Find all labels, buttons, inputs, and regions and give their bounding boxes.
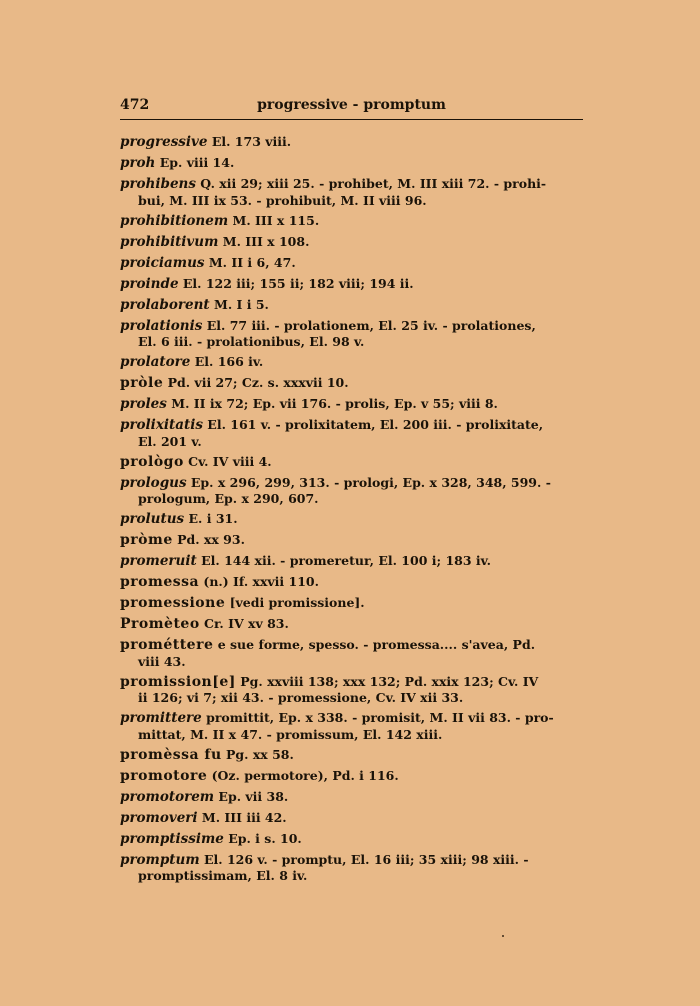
dictionary-entry bbox=[120, 255, 583, 272]
running-head: progressive - promptum bbox=[257, 97, 446, 113]
page-number: 472 bbox=[120, 97, 150, 113]
entry-citation-line: El. 173 viii. bbox=[207, 134, 292, 149]
entry-citation-line: e sue forme, spesso. - promessa.... s'avea, Pd. bbox=[213, 637, 536, 652]
dictionary-entry bbox=[120, 396, 583, 413]
entry-headword: prolationis bbox=[120, 317, 203, 334]
entry-citation-line: El. 122 iii; 155 ii; 182 viii; 194 ii. bbox=[178, 275, 414, 291]
entry-headword: promessione bbox=[120, 595, 226, 611]
entry-headword: promptissime bbox=[120, 830, 224, 847]
page-header bbox=[120, 97, 583, 119]
entry-citation-line: viii 43. bbox=[138, 653, 186, 669]
entry-headword: promittere bbox=[120, 710, 202, 726]
entry-citation-line: [vedi promissione]. bbox=[225, 595, 365, 610]
dictionary-entry bbox=[120, 747, 583, 764]
entry-citation-line: El. 201 v. bbox=[138, 433, 202, 449]
dictionary-entry bbox=[120, 810, 583, 827]
entry-headword: proinde bbox=[120, 275, 179, 292]
entry-citation-line: Q. xii 29; xiii 25. - prohibet, M. III xiii 72. - prohi- bbox=[195, 176, 547, 191]
dictionary-entry bbox=[120, 553, 583, 570]
entry-headword: prolaborent bbox=[120, 296, 210, 313]
entry-headword: prològo bbox=[120, 453, 184, 470]
entry-citation-line: Ep. i s. 10. bbox=[223, 830, 302, 846]
entry-citation-line: Pg. xx 58. bbox=[221, 746, 294, 762]
entry-citation-line: El. 161 v. - prolixitatem, El. 200 iii. - prolixitate, bbox=[202, 417, 544, 432]
entry-headword: prolutus bbox=[120, 511, 185, 527]
entry-headword: Promèteo bbox=[120, 616, 200, 632]
header-rule bbox=[120, 119, 583, 120]
entry-headword: prohibitionem bbox=[120, 212, 229, 229]
dictionary-entry bbox=[120, 134, 583, 151]
dictionary-entry bbox=[120, 155, 583, 172]
entry-headword: progressive bbox=[120, 134, 208, 150]
entry-headword: promoveri bbox=[120, 809, 198, 826]
entry-headword: pròme bbox=[120, 532, 173, 548]
entry-citation-line: Pd. vii 27; Cz. s. xxxvii 10. bbox=[163, 375, 349, 390]
dictionary-entry bbox=[120, 789, 583, 806]
entry-citation-line: ii 126; vi 7; xii 43. - promessione, Cv. IV xii 33. bbox=[138, 690, 464, 705]
entry-headword: prologus bbox=[120, 474, 187, 491]
dictionary-entry bbox=[120, 297, 583, 314]
dictionary-entry bbox=[120, 454, 583, 471]
dictionary-entry bbox=[120, 213, 583, 230]
entry-citation-line: (n.) If. xxvii 110. bbox=[199, 574, 319, 589]
entry-citation-line: El. 144 xii. - promeretur, El. 100 i; 183 iv. bbox=[196, 553, 492, 568]
entry-citation-line: El. 166 iv. bbox=[190, 354, 264, 369]
entry-headword: promptum bbox=[120, 851, 200, 868]
dictionary-entry bbox=[120, 276, 583, 293]
dictionary-entry bbox=[120, 532, 583, 549]
entry-headword: proiciamus bbox=[120, 254, 205, 271]
entry-citation-line: Ep. viii 14. bbox=[155, 155, 235, 170]
entry-list bbox=[120, 134, 583, 884]
entry-headword: pròle bbox=[120, 375, 164, 391]
entry-citation-line: (Oz. permotore), Pd. i 116. bbox=[207, 767, 399, 783]
entry-headword: prohibens bbox=[120, 176, 196, 192]
dictionary-entry bbox=[120, 595, 583, 612]
entry-headword: prolixitatis bbox=[120, 417, 203, 433]
dictionary-entry bbox=[120, 511, 583, 528]
entry-headword: promèssa fu bbox=[120, 746, 222, 763]
dictionary-entry bbox=[120, 475, 583, 507]
entry-citation-line: M. II i 6, 47. bbox=[204, 254, 296, 270]
entry-citation-line: El. 126 v. - promptu, El. 16 iii; 35 xiii; 98 xiii. - bbox=[199, 851, 529, 867]
entry-citation-line: promittit, Ep. x 338. - promisit, M. II vii 83. - pro- bbox=[201, 710, 554, 725]
entry-citation-line: promptissimam, El. 8 iv. bbox=[138, 868, 308, 883]
dictionary-entry bbox=[120, 234, 583, 251]
entry-headword: promotore bbox=[120, 767, 208, 784]
dictionary-entry bbox=[120, 318, 583, 350]
entry-citation-line: Cv. IV viii 4. bbox=[183, 453, 272, 469]
entry-headword: promission[e] bbox=[120, 673, 236, 690]
entry-citation-line: prologum, Ep. x 290, 607. bbox=[138, 491, 319, 506]
dictionary-entry bbox=[120, 574, 583, 591]
entry-citation-line: Ep. vii 38. bbox=[214, 788, 289, 804]
dictionary-entry bbox=[120, 176, 583, 208]
dictionary-entry bbox=[120, 768, 583, 785]
dictionary-entry bbox=[120, 637, 583, 669]
entry-headword: prolatore bbox=[120, 354, 191, 370]
entry-headword: prohibitivum bbox=[120, 233, 219, 250]
dictionary-entry bbox=[120, 831, 583, 848]
entry-citation-line: M. III x 115. bbox=[228, 212, 320, 228]
entry-headword: promessa bbox=[120, 574, 200, 590]
dictionary-entry bbox=[120, 852, 583, 884]
dictionary-entry bbox=[120, 417, 583, 449]
entry-headword: prométtere bbox=[120, 637, 214, 653]
dictionary-entry bbox=[120, 710, 583, 742]
entry-headword: promeruit bbox=[120, 553, 197, 569]
entry-citation-line: mittat, M. II x 47. - promissum, El. 142 xiii. bbox=[138, 726, 443, 742]
dictionary-entry bbox=[120, 616, 583, 633]
entry-citation-line: Pg. xxviii 138; xxx 132; Pd. xxix 123; Cv. IV bbox=[235, 673, 539, 689]
entry-headword: promotorem bbox=[120, 788, 215, 805]
dictionary-entry bbox=[120, 375, 583, 392]
entry-headword: proles bbox=[120, 396, 167, 412]
paper-speck bbox=[502, 935, 504, 937]
entry-citation-line: M. III x 108. bbox=[218, 233, 310, 249]
entry-citation-line: Cr. IV xv 83. bbox=[199, 616, 289, 631]
entry-citation-line: bui, M. III ix 53. - prohibuit, M. II viii 96. bbox=[138, 192, 427, 208]
entry-citation-line: El. 6 iii. - prolationibus, El. 98 v. bbox=[138, 334, 365, 349]
entry-citation-line: M. II ix 72; Ep. vii 176. - prolis, Ep. v 55; viii 8. bbox=[166, 396, 498, 411]
entry-headword: proh bbox=[120, 155, 156, 171]
dictionary-page bbox=[120, 97, 583, 888]
entry-citation-line: M. III iii 42. bbox=[197, 809, 287, 825]
entry-citation-line: El. 77 iii. - prolationem, El. 25 iv. - prolationes, bbox=[202, 317, 536, 333]
entry-citation-line: M. I i 5. bbox=[209, 296, 269, 312]
dictionary-entry bbox=[120, 674, 583, 706]
entry-citation-line: Pd. xx 93. bbox=[172, 532, 245, 547]
dictionary-entry bbox=[120, 354, 583, 371]
entry-citation-line: E. i 31. bbox=[184, 511, 238, 526]
entry-citation-line: Ep. x 296, 299, 313. - prologi, Ep. x 328, 348, 599. - bbox=[186, 474, 551, 490]
